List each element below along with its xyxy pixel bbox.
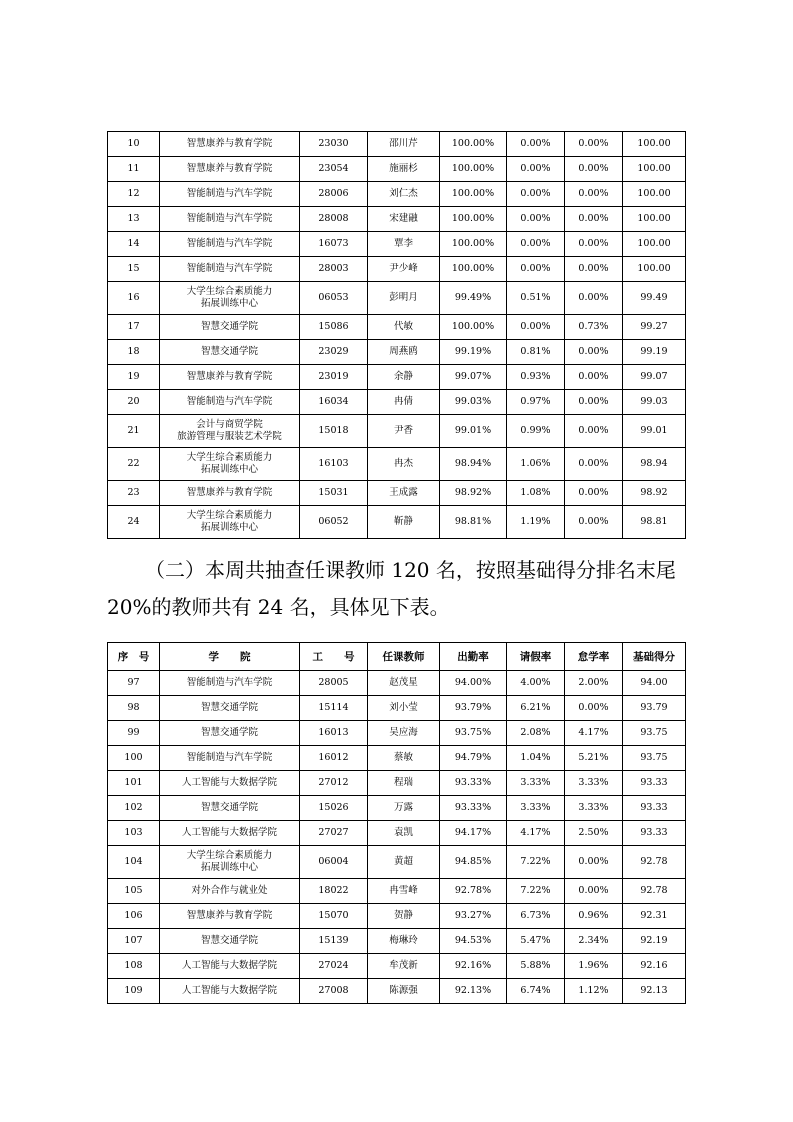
cell-leave-rate: 6.21% (507, 696, 565, 721)
table-row (108, 207, 686, 232)
cell-index: 19 (108, 365, 160, 390)
cell-college: 智慧交通学院 (160, 796, 300, 821)
cell-index: 10 (108, 132, 160, 157)
cell-college: 智慧交通学院 (160, 340, 300, 365)
cell-leave-rate: 6.74% (507, 979, 565, 1004)
cell-leave-rate: 5.47% (507, 929, 565, 954)
cell-leave-rate: 1.19% (507, 506, 565, 539)
teacher-ranking-table-bottom (107, 642, 686, 1004)
cell-index: 20 (108, 390, 160, 415)
table-row (108, 879, 686, 904)
cell-attendance-rate: 92.16% (440, 954, 507, 979)
cell-staff-id: 16012 (300, 746, 368, 771)
paragraph-line-1: （二）本周共抽查任课教师 120 名，按照基础得分排名末尾 (145, 558, 676, 582)
cell-staff-id: 15139 (300, 929, 368, 954)
cell-index: 105 (108, 879, 160, 904)
cell-staff-id: 16034 (300, 390, 368, 415)
table-row (108, 232, 686, 257)
cell-teacher: 赵茂星 (368, 671, 440, 696)
cell-attendance-rate: 93.33% (440, 796, 507, 821)
cell-attendance-rate: 94.79% (440, 746, 507, 771)
cell-staff-id: 06052 (300, 506, 368, 539)
cell-truancy-rate: 0.00% (565, 340, 623, 365)
cell-truancy-rate: 0.00% (565, 157, 623, 182)
cell-teacher: 冉杰 (368, 448, 440, 481)
cell-college: 人工智能与大数据学院 (160, 954, 300, 979)
cell-index: 97 (108, 671, 160, 696)
cell-truancy-rate: 0.73% (565, 315, 623, 340)
cell-base-score: 93.75 (623, 746, 686, 771)
cell-staff-id: 16073 (300, 232, 368, 257)
cell-index: 24 (108, 506, 160, 539)
cell-base-score: 99.01 (623, 415, 686, 448)
header-base-score: 基础得分 (623, 643, 686, 671)
cell-leave-rate: 0.00% (507, 132, 565, 157)
header-staff-id: 工 号 (300, 643, 368, 671)
table-row (108, 340, 686, 365)
cell-staff-id: 23019 (300, 365, 368, 390)
cell-leave-rate: 7.22% (507, 879, 565, 904)
section-paragraph (107, 552, 707, 626)
cell-staff-id: 15070 (300, 904, 368, 929)
cell-truancy-rate: 0.00% (565, 365, 623, 390)
cell-index: 109 (108, 979, 160, 1004)
cell-teacher: 冉雪峰 (368, 879, 440, 904)
cell-base-score: 99.07 (623, 365, 686, 390)
cell-teacher: 程瑞 (368, 771, 440, 796)
cell-leave-rate: 1.08% (507, 481, 565, 506)
cell-truancy-rate: 0.00% (565, 846, 623, 879)
cell-teacher: 代敏 (368, 315, 440, 340)
cell-college: 大学生综合素质能力 拓展训练中心 (160, 846, 300, 879)
cell-index: 13 (108, 207, 160, 232)
cell-college: 人工智能与大数据学院 (160, 979, 300, 1004)
cell-index: 11 (108, 157, 160, 182)
cell-college: 智能制造与汽车学院 (160, 390, 300, 415)
cell-truancy-rate: 0.00% (565, 390, 623, 415)
cell-attendance-rate: 94.17% (440, 821, 507, 846)
cell-base-score: 100.00 (623, 207, 686, 232)
table-row (108, 448, 686, 481)
cell-leave-rate: 6.73% (507, 904, 565, 929)
cell-teacher: 尹香 (368, 415, 440, 448)
table-row (108, 257, 686, 282)
cell-index: 107 (108, 929, 160, 954)
header-attendance-rate: 出勤率 (440, 643, 507, 671)
cell-leave-rate: 0.00% (507, 207, 565, 232)
table-row (108, 821, 686, 846)
cell-college: 大学生综合素质能力 拓展训练中心 (160, 282, 300, 315)
cell-attendance-rate: 99.07% (440, 365, 507, 390)
cell-college: 智能制造与汽车学院 (160, 232, 300, 257)
cell-college: 智能制造与汽车学院 (160, 207, 300, 232)
cell-base-score: 99.19 (623, 340, 686, 365)
cell-index: 106 (108, 904, 160, 929)
cell-attendance-rate: 93.27% (440, 904, 507, 929)
cell-college: 智慧交通学院 (160, 315, 300, 340)
cell-college: 大学生综合素质能力 拓展训练中心 (160, 506, 300, 539)
cell-staff-id: 18022 (300, 879, 368, 904)
table-row (108, 315, 686, 340)
cell-college: 会计与商贸学院 旅游管理与服装艺术学院 (160, 415, 300, 448)
cell-leave-rate: 3.33% (507, 771, 565, 796)
cell-leave-rate: 0.00% (507, 315, 565, 340)
cell-staff-id: 23030 (300, 132, 368, 157)
cell-truancy-rate: 2.34% (565, 929, 623, 954)
cell-teacher: 牟茂新 (368, 954, 440, 979)
cell-attendance-rate: 99.19% (440, 340, 507, 365)
cell-base-score: 93.79 (623, 696, 686, 721)
cell-base-score: 94.00 (623, 671, 686, 696)
cell-leave-rate: 0.00% (507, 232, 565, 257)
cell-base-score: 100.00 (623, 257, 686, 282)
cell-attendance-rate: 94.00% (440, 671, 507, 696)
cell-college: 人工智能与大数据学院 (160, 771, 300, 796)
cell-attendance-rate: 98.94% (440, 448, 507, 481)
cell-college: 智慧康养与教育学院 (160, 481, 300, 506)
cell-teacher: 王成露 (368, 481, 440, 506)
cell-truancy-rate: 4.17% (565, 721, 623, 746)
cell-attendance-rate: 100.00% (440, 207, 507, 232)
cell-teacher: 余静 (368, 365, 440, 390)
cell-staff-id: 15086 (300, 315, 368, 340)
cell-base-score: 92.31 (623, 904, 686, 929)
cell-index: 99 (108, 721, 160, 746)
cell-teacher: 彭明月 (368, 282, 440, 315)
cell-leave-rate: 5.88% (507, 954, 565, 979)
cell-attendance-rate: 98.81% (440, 506, 507, 539)
cell-index: 102 (108, 796, 160, 821)
cell-truancy-rate: 0.00% (565, 182, 623, 207)
cell-teacher: 施丽杉 (368, 157, 440, 182)
cell-attendance-rate: 93.33% (440, 771, 507, 796)
cell-attendance-rate: 92.13% (440, 979, 507, 1004)
cell-base-score: 98.94 (623, 448, 686, 481)
table-row (108, 390, 686, 415)
cell-college: 大学生综合素质能力 拓展训练中心 (160, 448, 300, 481)
cell-attendance-rate: 99.03% (440, 390, 507, 415)
cell-base-score: 92.19 (623, 929, 686, 954)
table-row (108, 904, 686, 929)
cell-index: 18 (108, 340, 160, 365)
cell-staff-id: 15031 (300, 481, 368, 506)
cell-leave-rate: 0.00% (507, 182, 565, 207)
cell-staff-id: 27024 (300, 954, 368, 979)
header-college: 学 院 (160, 643, 300, 671)
cell-truancy-rate: 0.00% (565, 506, 623, 539)
cell-staff-id: 28003 (300, 257, 368, 282)
cell-truancy-rate: 3.33% (565, 771, 623, 796)
paragraph-line-2: 20%的教师共有 24 名，具体见下表。 (107, 595, 450, 619)
cell-teacher: 吴应海 (368, 721, 440, 746)
header-leave-rate: 请假率 (507, 643, 565, 671)
cell-staff-id: 15018 (300, 415, 368, 448)
cell-attendance-rate: 93.75% (440, 721, 507, 746)
cell-teacher: 邵川芹 (368, 132, 440, 157)
cell-college: 智慧康养与教育学院 (160, 365, 300, 390)
cell-index: 98 (108, 696, 160, 721)
cell-college: 智慧康养与教育学院 (160, 132, 300, 157)
table-row (108, 415, 686, 448)
cell-attendance-rate: 100.00% (440, 315, 507, 340)
cell-attendance-rate: 92.78% (440, 879, 507, 904)
cell-base-score: 92.13 (623, 979, 686, 1004)
cell-truancy-rate: 0.00% (565, 257, 623, 282)
cell-leave-rate: 0.97% (507, 390, 565, 415)
cell-truancy-rate: 0.00% (565, 415, 623, 448)
cell-staff-id: 15114 (300, 696, 368, 721)
table-row (108, 132, 686, 157)
cell-attendance-rate: 100.00% (440, 182, 507, 207)
cell-truancy-rate: 0.00% (565, 132, 623, 157)
cell-leave-rate: 3.33% (507, 796, 565, 821)
table-row (108, 506, 686, 539)
cell-staff-id: 28005 (300, 671, 368, 696)
cell-attendance-rate: 98.92% (440, 481, 507, 506)
cell-teacher: 覃李 (368, 232, 440, 257)
cell-truancy-rate: 1.96% (565, 954, 623, 979)
cell-truancy-rate: 1.12% (565, 979, 623, 1004)
cell-base-score: 92.78 (623, 846, 686, 879)
cell-index: 21 (108, 415, 160, 448)
cell-college: 智慧交通学院 (160, 696, 300, 721)
cell-truancy-rate: 0.96% (565, 904, 623, 929)
cell-teacher: 周燕鸥 (368, 340, 440, 365)
cell-staff-id: 28008 (300, 207, 368, 232)
table-row (108, 282, 686, 315)
table-row (108, 365, 686, 390)
table-bottom-body (108, 671, 686, 1004)
cell-base-score: 93.75 (623, 721, 686, 746)
table-row (108, 157, 686, 182)
cell-teacher: 刘仁杰 (368, 182, 440, 207)
table-row (108, 182, 686, 207)
cell-staff-id: 16013 (300, 721, 368, 746)
cell-index: 12 (108, 182, 160, 207)
cell-teacher: 贺静 (368, 904, 440, 929)
cell-leave-rate: 0.51% (507, 282, 565, 315)
cell-staff-id: 06053 (300, 282, 368, 315)
cell-base-score: 92.78 (623, 879, 686, 904)
cell-index: 108 (108, 954, 160, 979)
cell-leave-rate: 2.08% (507, 721, 565, 746)
table-row (108, 746, 686, 771)
cell-staff-id: 27027 (300, 821, 368, 846)
cell-leave-rate: 1.04% (507, 746, 565, 771)
cell-leave-rate: 0.93% (507, 365, 565, 390)
cell-base-score: 93.33 (623, 821, 686, 846)
cell-index: 14 (108, 232, 160, 257)
cell-teacher: 靳静 (368, 506, 440, 539)
cell-leave-rate: 0.00% (507, 157, 565, 182)
cell-truancy-rate: 2.50% (565, 821, 623, 846)
cell-attendance-rate: 94.53% (440, 929, 507, 954)
cell-index: 100 (108, 746, 160, 771)
cell-college: 智慧交通学院 (160, 929, 300, 954)
cell-truancy-rate: 2.00% (565, 671, 623, 696)
cell-leave-rate: 0.81% (507, 340, 565, 365)
table-row (108, 671, 686, 696)
cell-attendance-rate: 94.85% (440, 846, 507, 879)
cell-base-score: 99.49 (623, 282, 686, 315)
cell-truancy-rate: 0.00% (565, 879, 623, 904)
table-row (108, 796, 686, 821)
cell-index: 15 (108, 257, 160, 282)
cell-teacher: 万露 (368, 796, 440, 821)
cell-staff-id: 23029 (300, 340, 368, 365)
cell-base-score: 98.92 (623, 481, 686, 506)
table-header-row (108, 643, 686, 671)
cell-leave-rate: 0.99% (507, 415, 565, 448)
cell-attendance-rate: 100.00% (440, 132, 507, 157)
cell-index: 17 (108, 315, 160, 340)
cell-base-score: 92.16 (623, 954, 686, 979)
table-row (108, 771, 686, 796)
cell-index: 104 (108, 846, 160, 879)
table-row (108, 954, 686, 979)
cell-index: 23 (108, 481, 160, 506)
cell-index: 103 (108, 821, 160, 846)
cell-index: 101 (108, 771, 160, 796)
cell-college: 对外合作与就业处 (160, 879, 300, 904)
cell-college: 智慧康养与教育学院 (160, 904, 300, 929)
cell-college: 智慧康养与教育学院 (160, 157, 300, 182)
cell-teacher: 宋建融 (368, 207, 440, 232)
cell-attendance-rate: 93.79% (440, 696, 507, 721)
cell-staff-id: 16103 (300, 448, 368, 481)
cell-truancy-rate: 0.00% (565, 282, 623, 315)
teacher-ranking-table-top (107, 131, 686, 539)
cell-base-score: 100.00 (623, 132, 686, 157)
cell-attendance-rate: 100.00% (440, 157, 507, 182)
header-truancy-rate: 怠学率 (565, 643, 623, 671)
cell-college: 智能制造与汽车学院 (160, 746, 300, 771)
header-index: 序 号 (108, 643, 160, 671)
cell-base-score: 100.00 (623, 232, 686, 257)
cell-leave-rate: 4.17% (507, 821, 565, 846)
cell-staff-id: 27012 (300, 771, 368, 796)
cell-teacher: 蔡敏 (368, 746, 440, 771)
table-row (108, 979, 686, 1004)
cell-teacher: 刘小莹 (368, 696, 440, 721)
cell-teacher: 冉倩 (368, 390, 440, 415)
cell-staff-id: 27008 (300, 979, 368, 1004)
table-row (108, 929, 686, 954)
cell-truancy-rate: 0.00% (565, 232, 623, 257)
cell-base-score: 99.27 (623, 315, 686, 340)
cell-truancy-rate: 0.00% (565, 207, 623, 232)
cell-staff-id: 15026 (300, 796, 368, 821)
cell-teacher: 梅琳玲 (368, 929, 440, 954)
cell-attendance-rate: 99.01% (440, 415, 507, 448)
table-row (108, 696, 686, 721)
cell-truancy-rate: 0.00% (565, 448, 623, 481)
cell-base-score: 98.81 (623, 506, 686, 539)
cell-teacher: 尹少峰 (368, 257, 440, 282)
cell-leave-rate: 0.00% (507, 257, 565, 282)
cell-attendance-rate: 99.49% (440, 282, 507, 315)
cell-college: 智能制造与汽车学院 (160, 257, 300, 282)
cell-teacher: 袁凯 (368, 821, 440, 846)
cell-attendance-rate: 100.00% (440, 257, 507, 282)
cell-truancy-rate: 3.33% (565, 796, 623, 821)
cell-college: 智能制造与汽车学院 (160, 182, 300, 207)
table-row (108, 721, 686, 746)
cell-college: 智慧交通学院 (160, 721, 300, 746)
cell-base-score: 93.33 (623, 771, 686, 796)
cell-college: 人工智能与大数据学院 (160, 821, 300, 846)
cell-attendance-rate: 100.00% (440, 232, 507, 257)
cell-teacher: 黄超 (368, 846, 440, 879)
cell-base-score: 100.00 (623, 182, 686, 207)
cell-truancy-rate: 0.00% (565, 481, 623, 506)
cell-leave-rate: 4.00% (507, 671, 565, 696)
table-row (108, 846, 686, 879)
cell-index: 22 (108, 448, 160, 481)
cell-staff-id: 28006 (300, 182, 368, 207)
table-row (108, 481, 686, 506)
cell-base-score: 93.33 (623, 796, 686, 821)
header-teacher: 任课教师 (368, 643, 440, 671)
cell-staff-id: 23054 (300, 157, 368, 182)
cell-truancy-rate: 0.00% (565, 696, 623, 721)
cell-college: 智能制造与汽车学院 (160, 671, 300, 696)
cell-teacher: 陈源强 (368, 979, 440, 1004)
cell-staff-id: 06004 (300, 846, 368, 879)
cell-leave-rate: 7.22% (507, 846, 565, 879)
cell-base-score: 99.03 (623, 390, 686, 415)
cell-leave-rate: 1.06% (507, 448, 565, 481)
cell-base-score: 100.00 (623, 157, 686, 182)
table-top-body (108, 132, 686, 539)
cell-index: 16 (108, 282, 160, 315)
cell-truancy-rate: 5.21% (565, 746, 623, 771)
